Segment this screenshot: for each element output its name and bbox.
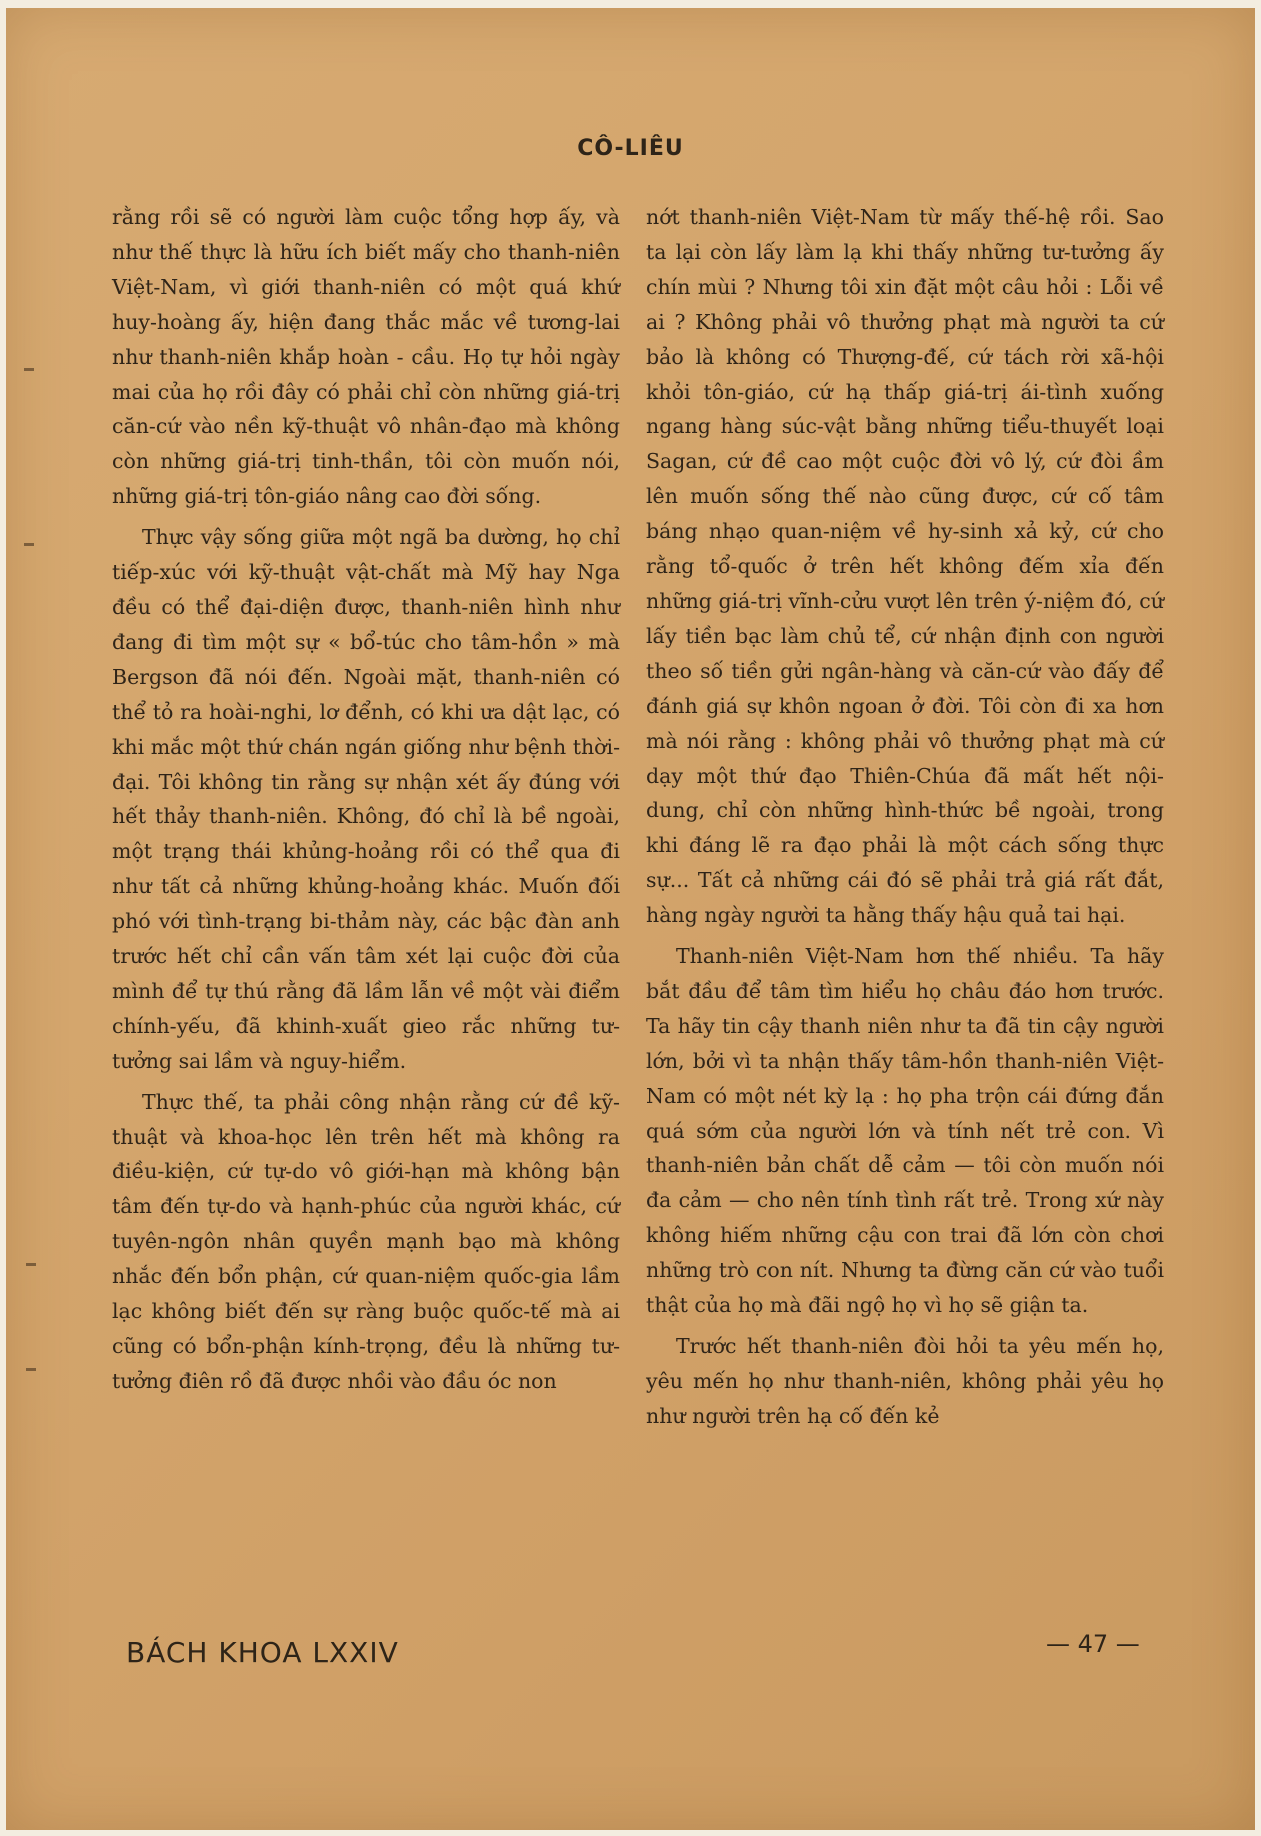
paper-mark	[24, 368, 34, 371]
paragraph: Thực vậy sống giữa một ngã ba dường, họ chỉ tiếp-xúc với kỹ-thuật vật-chất mà Mỹ hay Nga đều có thể đại-diện được, thanh-niên hình như đang đi tìm một sự « bổ-túc cho tâm-hồn » mà Bergson đã nói đến. Ngoài mặt, thanh-niên có thể tỏ ra hoài-nghi, lơ đểnh, có khi ưa dật lạc, có khi mắc một thứ chán ngán giống như bệnh thời-đại. Tôi không tin rằng sự nhận xét ấy đúng với hết thảy thanh-niên. Không, đó chỉ là bề ngoài, một trạng thái khủng-hoảng rồi có thể qua đi như tất cả những khủng-hoảng khác. Muốn đối phó với tình-trạng bi-thảm này, các bậc đàn anh trước hết chỉ cần vấn tâm xét lại cuộc đời của mình để tự thú rằng đã lầm lẫn về một vài điểm chính-yếu, đã khinh-xuất gieo rắc những tư-tưởng sai lầm và nguy-hiểm.	[112, 525, 620, 1073]
paper-mark	[26, 1263, 36, 1266]
paragraph: Trước hết thanh-niên đòi hỏi ta yêu mến họ, yêu mến họ như thanh-niên, không phải yêu họ như người trên hạ cố đến kẻ	[646, 1334, 1164, 1428]
page-number: — 47 —	[1046, 1630, 1140, 1658]
paragraph: nớt thanh-niên Việt-Nam từ mấy thế-hệ rồi. Sao ta lại còn lấy làm lạ khi thấy những tư-tưởng ấy chín mùi ? Nhưng tôi xin đặt một câu hỏi : Lỗi về ai ? Không phải vô thưởng phạt mà người ta cứ bảo là không có Thượng-đế, cứ tách rời xã-hội khỏi tôn-giáo, cứ hạ thấp giá-trị ái-tình xuống ngang hàng súc-vật bằng những tiểu-thuyết loại Sagan, cứ đề cao một cuộc đời vô lý, cứ đòi ầm lên muốn sống thế nào cũng được, cứ cố tâm báng nhạo quan-niệm về hy-sinh xả kỷ, cứ cho rằng tổ-quốc ở trên hết không đếm xỉa đến những giá-trị vĩnh-cửu vượt lên trên ý-niệm đó, cứ lấy tiền bạc làm chủ tể, cứ nhận định con người theo số tiền gửi ngân-hàng và căn-cứ vào đấy để đánh giá sự khôn ngoan ở đời. Tôi còn đi xa hơn mà nói rằng : không phải vô thưởng phạt mà cứ dạy một thứ đạo Thiên-Chúa đã mất hết nội-dung, chỉ còn những hình-thức bề ngoài, trong khi đáng lẽ ra đạo phải là một cách sống thực sự... Tất cả những cái đó sẽ phải trả giá rất đắt, hàng ngày người ta hằng thấy hậu quả tai hại.	[646, 205, 1164, 928]
right-column	[646, 200, 1164, 1434]
journal-name: BÁCH KHOA LXXIV	[126, 1636, 399, 1669]
document-page	[6, 8, 1255, 1830]
paragraph: Thực thế, ta phải công nhận rằng cứ đề kỹ-thuật và khoa-học lên trên hết mà không ra điều-kiện, cứ tự-do vô giới-hạn mà không bận tâm đến tự-do và hạnh-phúc của người khác, cứ tuyên-ngôn nhân quyền mạnh bạo mà không nhắc đến bổn phận, cứ quan-niệm quốc-gia lầm lạc không biết đến sự ràng buộc quốc-tế mà ai cũng có bổn-phận kính-trọng, đều là những tư-tưởng điên rồ đã được nhồi vào đầu óc non	[112, 1089, 620, 1393]
paper-mark	[24, 543, 34, 546]
paragraph: Thanh-niên Việt-Nam hơn thế nhiều. Ta hãy bắt đầu để tâm tìm hiểu họ châu đáo hơn trước. Ta hãy tin cậy thanh niên như ta đã tin cậy người lớn, bởi vì ta nhận thấy tâm-hồn thanh-niên Việt-Nam có một nét kỳ lạ : họ pha trộn cái đứng đắn quá sớm của người lớn và tính nết trẻ con. Vì thanh-niên bản chất dễ cảm — tôi còn muốn nói đa cảm — cho nên tính tình rất trẻ. Trong xứ này không hiếm những cậu con trai đã lớn còn chơi những trò con nít. Nhưng ta đừng căn cứ vào tuổi thật của họ mà đãi ngộ họ vì họ sẽ giận ta.	[646, 944, 1164, 1318]
paragraph: rằng rồi sẽ có người làm cuộc tổng hợp ấy, và như thế thực là hữu ích biết mấy cho thanh-niên Việt-Nam, vì giới thanh-niên có một quá khứ huy-hoàng ấy, hiện đang thắc mắc về tương-lai như thanh-niên khắp hoàn - cầu. Họ tự hỏi ngày mai của họ rồi đây có phải chỉ còn những giá-trị căn-cứ vào nền kỹ-thuật vô nhân-đạo mà không còn những giá-trị tinh-thần, tôi còn muốn nói, những giá-trị tôn-giáo nâng cao đời sống.	[112, 205, 620, 509]
running-header: CÔ-LIÊU	[577, 136, 684, 161]
left-column	[112, 200, 620, 1399]
paper-mark	[26, 1368, 36, 1371]
